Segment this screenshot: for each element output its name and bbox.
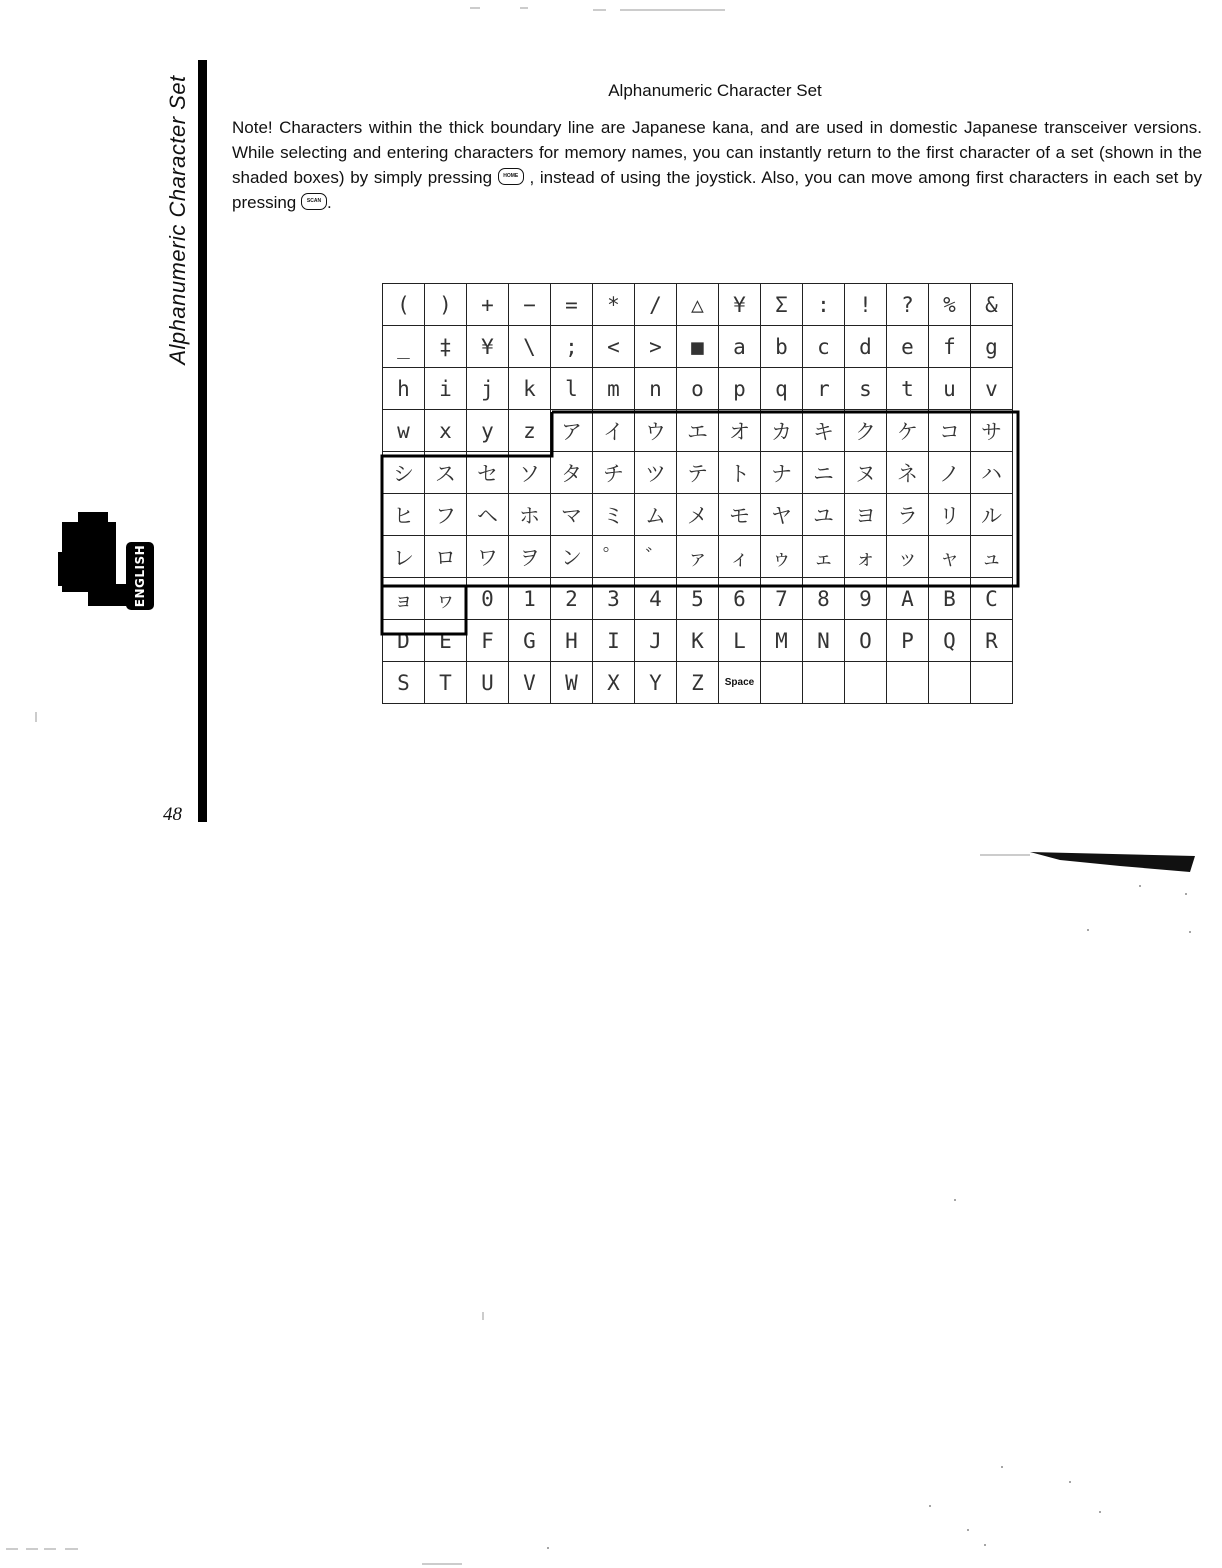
char-cell: ‡: [425, 326, 467, 368]
char-cell: C: [971, 578, 1013, 620]
char-cell: ネ: [887, 452, 929, 494]
language-tab-pill: [126, 542, 154, 610]
char-cell: ィ: [719, 536, 761, 578]
char-cell: e: [887, 326, 929, 368]
char-cell: ミ: [593, 494, 635, 536]
char-cell: オ: [719, 410, 761, 452]
char-cell: ヤ: [761, 494, 803, 536]
char-cell: w: [383, 410, 425, 452]
char-row: [383, 410, 1013, 452]
char-cell: ォ: [845, 536, 887, 578]
page-heading: Alphanumeric Character Set: [608, 81, 822, 100]
char-cell: タ: [551, 452, 593, 494]
char-cell: コ: [929, 410, 971, 452]
char-cell: m: [593, 368, 635, 410]
char-cell: +: [467, 284, 509, 326]
char-cell: 6: [719, 578, 761, 620]
char-cell: [761, 662, 803, 704]
char-cell: [803, 662, 845, 704]
language-tab: [58, 512, 158, 612]
char-cell: ェ: [803, 536, 845, 578]
char-cell: B: [929, 578, 971, 620]
char-cell: ヲ: [509, 536, 551, 578]
char-cell: s: [845, 368, 887, 410]
char-cell: d: [845, 326, 887, 368]
char-row: [383, 494, 1013, 536]
char-cell: E: [425, 620, 467, 662]
char-cell: ハ: [971, 452, 1013, 494]
char-cell: f: [929, 326, 971, 368]
char-cell: o: [677, 368, 719, 410]
char-cell: ウ: [635, 410, 677, 452]
char-cell: x: [425, 410, 467, 452]
char-row: [383, 536, 1013, 578]
char-cell: c: [803, 326, 845, 368]
scan-key-icon: SCAN: [301, 193, 327, 210]
char-cell: サ: [971, 410, 1013, 452]
char-cell: −: [509, 284, 551, 326]
char-cell: P: [887, 620, 929, 662]
char-cell: Q: [929, 620, 971, 662]
char-cell: ¥: [719, 284, 761, 326]
char-cell: ュ: [971, 536, 1013, 578]
char-cell: q: [761, 368, 803, 410]
char-cell: ッ: [887, 536, 929, 578]
char-cell: H: [551, 620, 593, 662]
char-cell: u: [929, 368, 971, 410]
char-cell: \: [509, 326, 551, 368]
char-cell: ァ: [677, 536, 719, 578]
char-cell: ャ: [929, 536, 971, 578]
char-cell: ?: [887, 284, 929, 326]
home-key-icon: HOME: [498, 168, 524, 185]
char-cell: ヌ: [845, 452, 887, 494]
language-tab-label: ENGLISH: [133, 544, 148, 608]
char-cell: L: [719, 620, 761, 662]
char-cell: ヮ: [425, 578, 467, 620]
char-cell: &: [971, 284, 1013, 326]
char-cell: ゜: [593, 536, 635, 578]
char-cell: k: [509, 368, 551, 410]
char-cell: フ: [425, 494, 467, 536]
char-cell: 1: [509, 578, 551, 620]
char-row: [383, 326, 1013, 368]
char-cell: *: [593, 284, 635, 326]
char-cell: ン: [551, 536, 593, 578]
tab-ink-mark: [58, 552, 70, 586]
note-text: , instead of using the joystick. Also, you can move among first characters in each set by pressing: [232, 168, 1202, 212]
char-cell: F: [467, 620, 509, 662]
char-cell: ゥ: [761, 536, 803, 578]
char-cell: ;: [551, 326, 593, 368]
char-cell: i: [425, 368, 467, 410]
char-cell: ロ: [425, 536, 467, 578]
char-cell: z: [509, 410, 551, 452]
char-cell: ク: [845, 410, 887, 452]
char-cell: ホ: [509, 494, 551, 536]
character-set-table: [382, 283, 1013, 704]
char-cell: [845, 662, 887, 704]
char-cell: エ: [677, 410, 719, 452]
tab-ink-mark: [62, 522, 116, 592]
char-cell: Z: [677, 662, 719, 704]
char-cell: p: [719, 368, 761, 410]
char-cell: G: [509, 620, 551, 662]
char-cell: 3: [593, 578, 635, 620]
char-row: [383, 578, 1013, 620]
char-cell: ラ: [887, 494, 929, 536]
char-cell: K: [677, 620, 719, 662]
char-cell: △: [677, 284, 719, 326]
char-row: [383, 452, 1013, 494]
char-cell: ナ: [761, 452, 803, 494]
char-cell: >: [635, 326, 677, 368]
char-cell: J: [635, 620, 677, 662]
char-cell: 9: [845, 578, 887, 620]
char-cell: ソ: [509, 452, 551, 494]
char-cell: !: [845, 284, 887, 326]
char-row: [383, 662, 1013, 704]
char-cell: ゛: [635, 536, 677, 578]
char-cell: マ: [551, 494, 593, 536]
char-cell: <: [593, 326, 635, 368]
char-cell: T: [425, 662, 467, 704]
char-cell: ス: [425, 452, 467, 494]
char-cell: V: [509, 662, 551, 704]
char-cell: 8: [803, 578, 845, 620]
char-cell: y: [467, 410, 509, 452]
char-cell: g: [971, 326, 1013, 368]
char-cell: モ: [719, 494, 761, 536]
char-cell: [929, 662, 971, 704]
char-cell: l: [551, 368, 593, 410]
tab-ink-mark: [88, 584, 128, 606]
char-cell: 7: [761, 578, 803, 620]
char-cell: R: [971, 620, 1013, 662]
char-cell: S: [383, 662, 425, 704]
side-title: Alphanumeric Character Set: [165, 75, 190, 365]
char-cell: ノ: [929, 452, 971, 494]
char-cell: ケ: [887, 410, 929, 452]
char-row: [383, 284, 1013, 326]
char-cell: :: [803, 284, 845, 326]
char-cell: シ: [383, 452, 425, 494]
char-cell: t: [887, 368, 929, 410]
char-cell: W: [551, 662, 593, 704]
char-cell: (: [383, 284, 425, 326]
char-cell: ヨ: [845, 494, 887, 536]
char-cell: _: [383, 326, 425, 368]
char-cell: ヘ: [467, 494, 509, 536]
char-cell: D: [383, 620, 425, 662]
char-cell: I: [593, 620, 635, 662]
char-row: [383, 620, 1013, 662]
char-cell: Σ: [761, 284, 803, 326]
char-cell: セ: [467, 452, 509, 494]
char-cell: /: [635, 284, 677, 326]
char-cell: チ: [593, 452, 635, 494]
char-cell: ユ: [803, 494, 845, 536]
char-cell: j: [467, 368, 509, 410]
char-cell: ム: [635, 494, 677, 536]
char-cell: b: [761, 326, 803, 368]
char-cell: v: [971, 368, 1013, 410]
char-cell: Y: [635, 662, 677, 704]
char-cell: ワ: [467, 536, 509, 578]
char-row: [383, 368, 1013, 410]
char-cell: N: [803, 620, 845, 662]
char-cell: ア: [551, 410, 593, 452]
note-paragraph: [232, 115, 1202, 215]
char-cell-space: Space: [719, 662, 761, 704]
char-cell: [971, 662, 1013, 704]
char-cell: キ: [803, 410, 845, 452]
note-text: .: [327, 193, 332, 212]
char-cell: M: [761, 620, 803, 662]
tab-ink-mark: [78, 512, 108, 526]
char-cell: O: [845, 620, 887, 662]
char-cell: =: [551, 284, 593, 326]
char-cell: a: [719, 326, 761, 368]
char-cell: %: [929, 284, 971, 326]
char-cell: カ: [761, 410, 803, 452]
char-cell: テ: [677, 452, 719, 494]
char-cell: ョ: [383, 578, 425, 620]
char-cell: n: [635, 368, 677, 410]
char-cell: メ: [677, 494, 719, 536]
char-cell: 2: [551, 578, 593, 620]
char-cell: U: [467, 662, 509, 704]
char-cell: イ: [593, 410, 635, 452]
char-cell: ): [425, 284, 467, 326]
char-cell: X: [593, 662, 635, 704]
char-cell: ト: [719, 452, 761, 494]
char-cell: レ: [383, 536, 425, 578]
char-cell: A: [887, 578, 929, 620]
char-cell: 4: [635, 578, 677, 620]
char-cell: ¥: [467, 326, 509, 368]
page-number: 48: [163, 804, 182, 825]
char-cell: ツ: [635, 452, 677, 494]
char-cell: [887, 662, 929, 704]
char-cell: リ: [929, 494, 971, 536]
char-cell: ■: [677, 326, 719, 368]
char-cell: h: [383, 368, 425, 410]
note-text: Note! Characters within the thick boundary line are Japanese kana, and are used in domestic Japanese transceiver versions. While selecting and entering characters for memory names, you can instantly return to the first character of a set (shown in the shaded boxes) by simply pressing: [232, 118, 1202, 187]
char-cell: ニ: [803, 452, 845, 494]
side-bar: [198, 60, 207, 822]
char-cell: r: [803, 368, 845, 410]
char-cell: 0: [467, 578, 509, 620]
char-cell: ル: [971, 494, 1013, 536]
char-cell: 5: [677, 578, 719, 620]
char-cell: ヒ: [383, 494, 425, 536]
